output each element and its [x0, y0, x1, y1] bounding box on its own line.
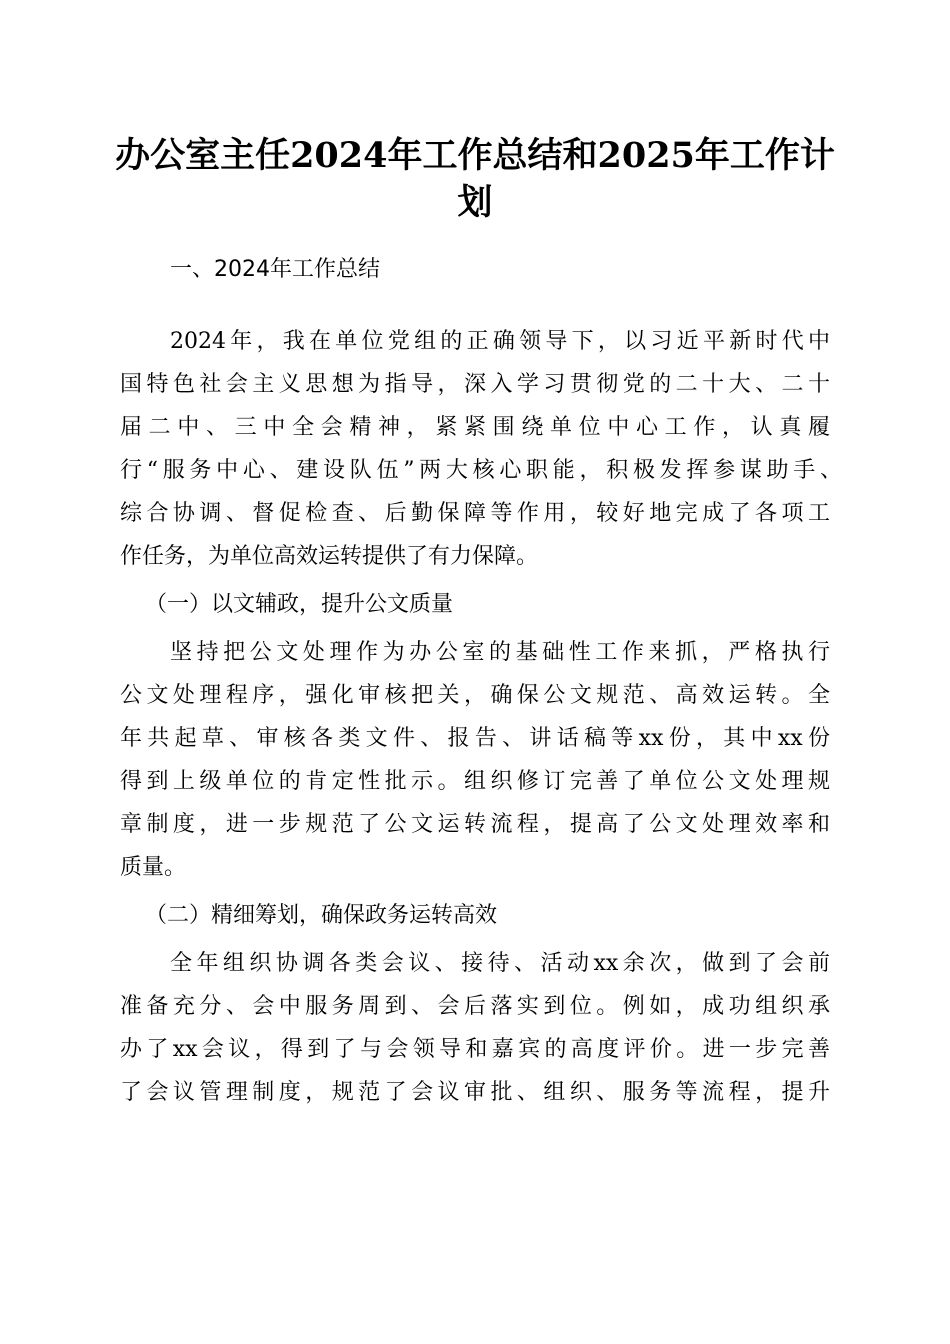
text-line: 综合协调、督促检查、后勤保障等作用，较好地完成了各项工 — [120, 501, 830, 526]
document-body — [120, 248, 842, 1114]
text-line: 质量。 — [120, 855, 187, 880]
title-line: 办公室主任2024年工作总结和2025年工作计 — [115, 135, 835, 176]
paragraph — [120, 631, 830, 889]
title-line: 划 — [457, 182, 493, 223]
text-line: 章制度，进一步规范了公文运转流程，提高了公文处理效率和 — [120, 812, 830, 837]
text-line: 年共起草、审核各类文件、报告、讲话稿等xx份，其中xx份 — [120, 726, 830, 751]
text-line: 准备充分、会中服务周到、会后落实到位。例如，成功组织承 — [120, 994, 830, 1019]
text-line: 得到上级单位的肯定性批示。组织修订完善了单位公文处理规 — [120, 769, 830, 794]
subsection-heading: （一）以文辅政，提升公文质量 — [145, 592, 454, 617]
text-line: 国特色社会主义思想为指导，深入学习贯彻党的二十大、二十 — [120, 372, 830, 397]
text-line: 届二中、三中全会精神，紧紧围绕单位中心工作，认真履 — [120, 415, 830, 440]
paragraph — [120, 942, 830, 1114]
text-line: 公文处理程序，强化审核把关，确保公文规范、高效运转。全 — [120, 683, 830, 708]
text-line: 2024年，我在单位党组的正确领导下，以习近平新时代中 — [170, 329, 830, 354]
text-line: 作任务，为单位高效运转提供了有力保障。 — [120, 544, 539, 569]
document-title — [100, 132, 850, 226]
section-heading: 一、2024年工作总结 — [170, 257, 380, 282]
text-line: 坚持把公文处理作为办公室的基础性工作来抓，严格执行 — [170, 640, 830, 665]
text-line: 全年组织协调各类会议、接待、活动xx余次，做到了会前 — [170, 951, 830, 976]
text-line: 办了xx会议，得到了与会领导和嘉宾的高度评价。进一步完善 — [120, 1037, 830, 1062]
text-line: 了会议管理制度，规范了会议审批、组织、服务等流程，提升 — [120, 1080, 830, 1105]
subsection-heading: （二）精细筹划，确保政务运转高效 — [145, 903, 498, 928]
text-line: 行“服务中心、建设队伍”两大核心职能，积极发挥参谋助手、 — [120, 458, 842, 483]
paragraph-intro — [120, 320, 842, 578]
